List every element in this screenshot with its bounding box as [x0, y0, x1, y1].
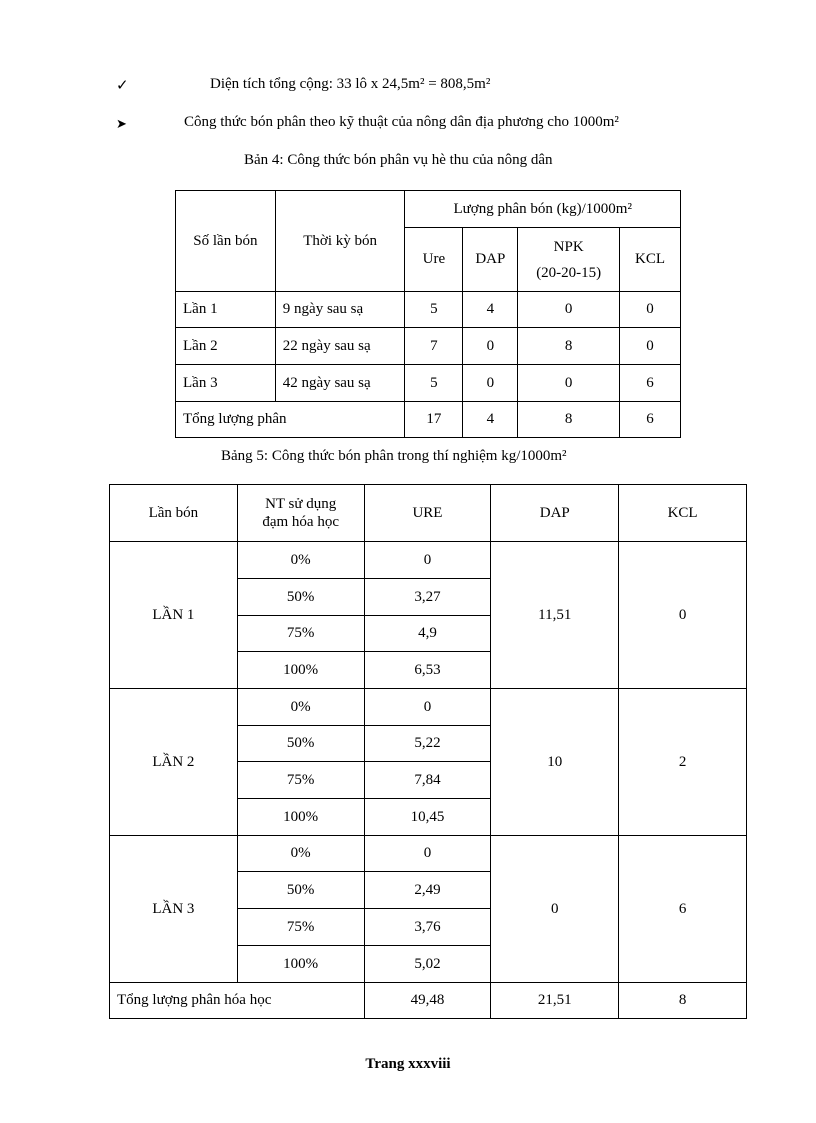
table4-cell-period: 22 ngày sau sạ	[275, 328, 405, 365]
table5-cell-nt: 100%	[237, 946, 364, 983]
table5-cell-ure: 10,45	[364, 799, 491, 836]
table4-cell-kcl: 6	[620, 365, 681, 402]
table5-cell-nt: 50%	[237, 872, 364, 909]
table4-cell-ure: 5	[405, 365, 463, 402]
table4-cell-ure: 7	[405, 328, 463, 365]
table5-total-label: Tổng lượng phân hóa học	[110, 983, 365, 1019]
table5-cell-nt: 100%	[237, 799, 364, 836]
table5-cell-nt: 75%	[237, 909, 364, 946]
table5-cell-ure: 3,76	[364, 909, 491, 946]
table5-cell-nt: 0%	[237, 836, 364, 872]
table5-total-ure: 49,48	[364, 983, 491, 1019]
table5-total-dap: 21,51	[491, 983, 619, 1019]
table-row	[176, 328, 681, 365]
table5-group-kcl: 0	[619, 542, 747, 689]
table5-cell-ure: 2,49	[364, 872, 491, 909]
table5-header-ure: URE	[364, 485, 491, 542]
table4-header-amount: Lượng phân bón (kg)/1000m²	[405, 191, 681, 228]
arrowhead-icon: ➤	[116, 116, 127, 131]
table5-group-kcl: 2	[619, 689, 747, 836]
table4-header-period: Thời kỳ bón	[275, 191, 405, 292]
table4-header-npk-ratio: (20-20-15)	[536, 264, 602, 281]
table4-total-npk: 8	[518, 402, 620, 438]
table4-total-kcl: 6	[620, 402, 681, 438]
table4-cell-npk: 0	[518, 292, 620, 328]
table-row	[176, 365, 681, 402]
table5-group-dap: 0	[491, 836, 619, 983]
table4-cell-times: Lần 2	[176, 328, 276, 365]
table4-header-times: Số lần bón	[176, 191, 276, 292]
table-row	[110, 836, 747, 872]
table5-cell-ure: 0	[364, 689, 491, 726]
table5-cell-nt: 100%	[237, 652, 364, 689]
table4-total-dap: 4	[463, 402, 518, 438]
table4-cell-dap: 0	[463, 365, 518, 402]
table4-header-kcl: KCL	[620, 228, 681, 292]
table4-cell-ure: 5	[405, 292, 463, 328]
table5-cell-nt: 50%	[237, 579, 364, 616]
table4-cell-period: 42 ngày sau sạ	[275, 365, 405, 402]
table4-header-dap: DAP	[463, 228, 518, 292]
table5-cell-ure: 6,53	[364, 652, 491, 689]
table5-header-nt	[237, 485, 364, 542]
table4-total-row	[176, 402, 681, 438]
table5	[109, 484, 747, 1019]
table4-header-npk	[518, 228, 620, 292]
table5-cell-ure: 0	[364, 836, 491, 872]
table4-cell-kcl: 0	[620, 328, 681, 365]
table4-total-label: Tổng lượng phân	[176, 402, 405, 438]
page-number: Trang xxxviii	[365, 1056, 451, 1072]
table4-cell-times: Lần 1	[176, 292, 276, 328]
table4-cell-times: Lần 3	[176, 365, 276, 402]
table5-cell-ure: 7,84	[364, 762, 491, 799]
table4-cell-dap: 4	[463, 292, 518, 328]
table5-group-dap: 10	[491, 689, 619, 836]
table-row	[110, 542, 747, 579]
table4-header-npk-label: NPK	[553, 238, 584, 255]
table-row	[176, 292, 681, 328]
table4-total-ure: 17	[405, 402, 463, 438]
table5-cell-ure: 5,22	[364, 726, 491, 762]
table5-header-nt-line1: NT sử dụng	[265, 496, 337, 512]
table5-group-label: LẦN 2	[110, 689, 238, 836]
table5-header-dap: DAP	[491, 485, 619, 542]
table5-cell-nt: 0%	[237, 542, 364, 579]
table5-total-kcl: 8	[619, 983, 747, 1019]
table5-cell-nt: 50%	[237, 726, 364, 762]
table4-caption: Bản 4: Công thức bón phân vụ hè thu của nông dân	[244, 152, 553, 168]
farmer-formula-line: Công thức bón phân theo kỹ thuật của nông dân địa phương cho 1000m²	[184, 114, 619, 130]
table5-cell-ure: 5,02	[364, 946, 491, 983]
table5-group-dap: 11,51	[491, 542, 619, 689]
table4	[175, 190, 681, 438]
table-row	[110, 689, 747, 726]
table4-cell-period: 9 ngày sau sạ	[275, 292, 405, 328]
table5-header-times: Lần bón	[110, 485, 238, 542]
table5-header-kcl: KCL	[619, 485, 747, 542]
table5-caption: Bảng 5: Công thức bón phân trong thí nghiệm kg/1000m²	[221, 448, 567, 464]
table5-cell-nt: 75%	[237, 616, 364, 652]
table5-cell-nt: 0%	[237, 689, 364, 726]
table5-group-label: LẦN 3	[110, 836, 238, 983]
table4-cell-npk: 8	[518, 328, 620, 365]
table4-cell-dap: 0	[463, 328, 518, 365]
table5-cell-ure: 0	[364, 542, 491, 579]
table4-cell-npk: 0	[518, 365, 620, 402]
total-area-line: Diện tích tổng cộng: 33 lô x 24,5m² = 808,5m²	[210, 76, 491, 92]
table4-cell-kcl: 0	[620, 292, 681, 328]
checkmark-icon: ✓	[116, 78, 129, 94]
table5-header-nt-line2: đạm hóa học	[262, 514, 339, 530]
table5-group-kcl: 6	[619, 836, 747, 983]
table5-group-label: LẦN 1	[110, 542, 238, 689]
table5-total-row	[110, 983, 747, 1019]
table5-cell-nt: 75%	[237, 762, 364, 799]
table5-cell-ure: 3,27	[364, 579, 491, 616]
table5-cell-ure: 4,9	[364, 616, 491, 652]
table4-header-ure: Ure	[405, 228, 463, 292]
